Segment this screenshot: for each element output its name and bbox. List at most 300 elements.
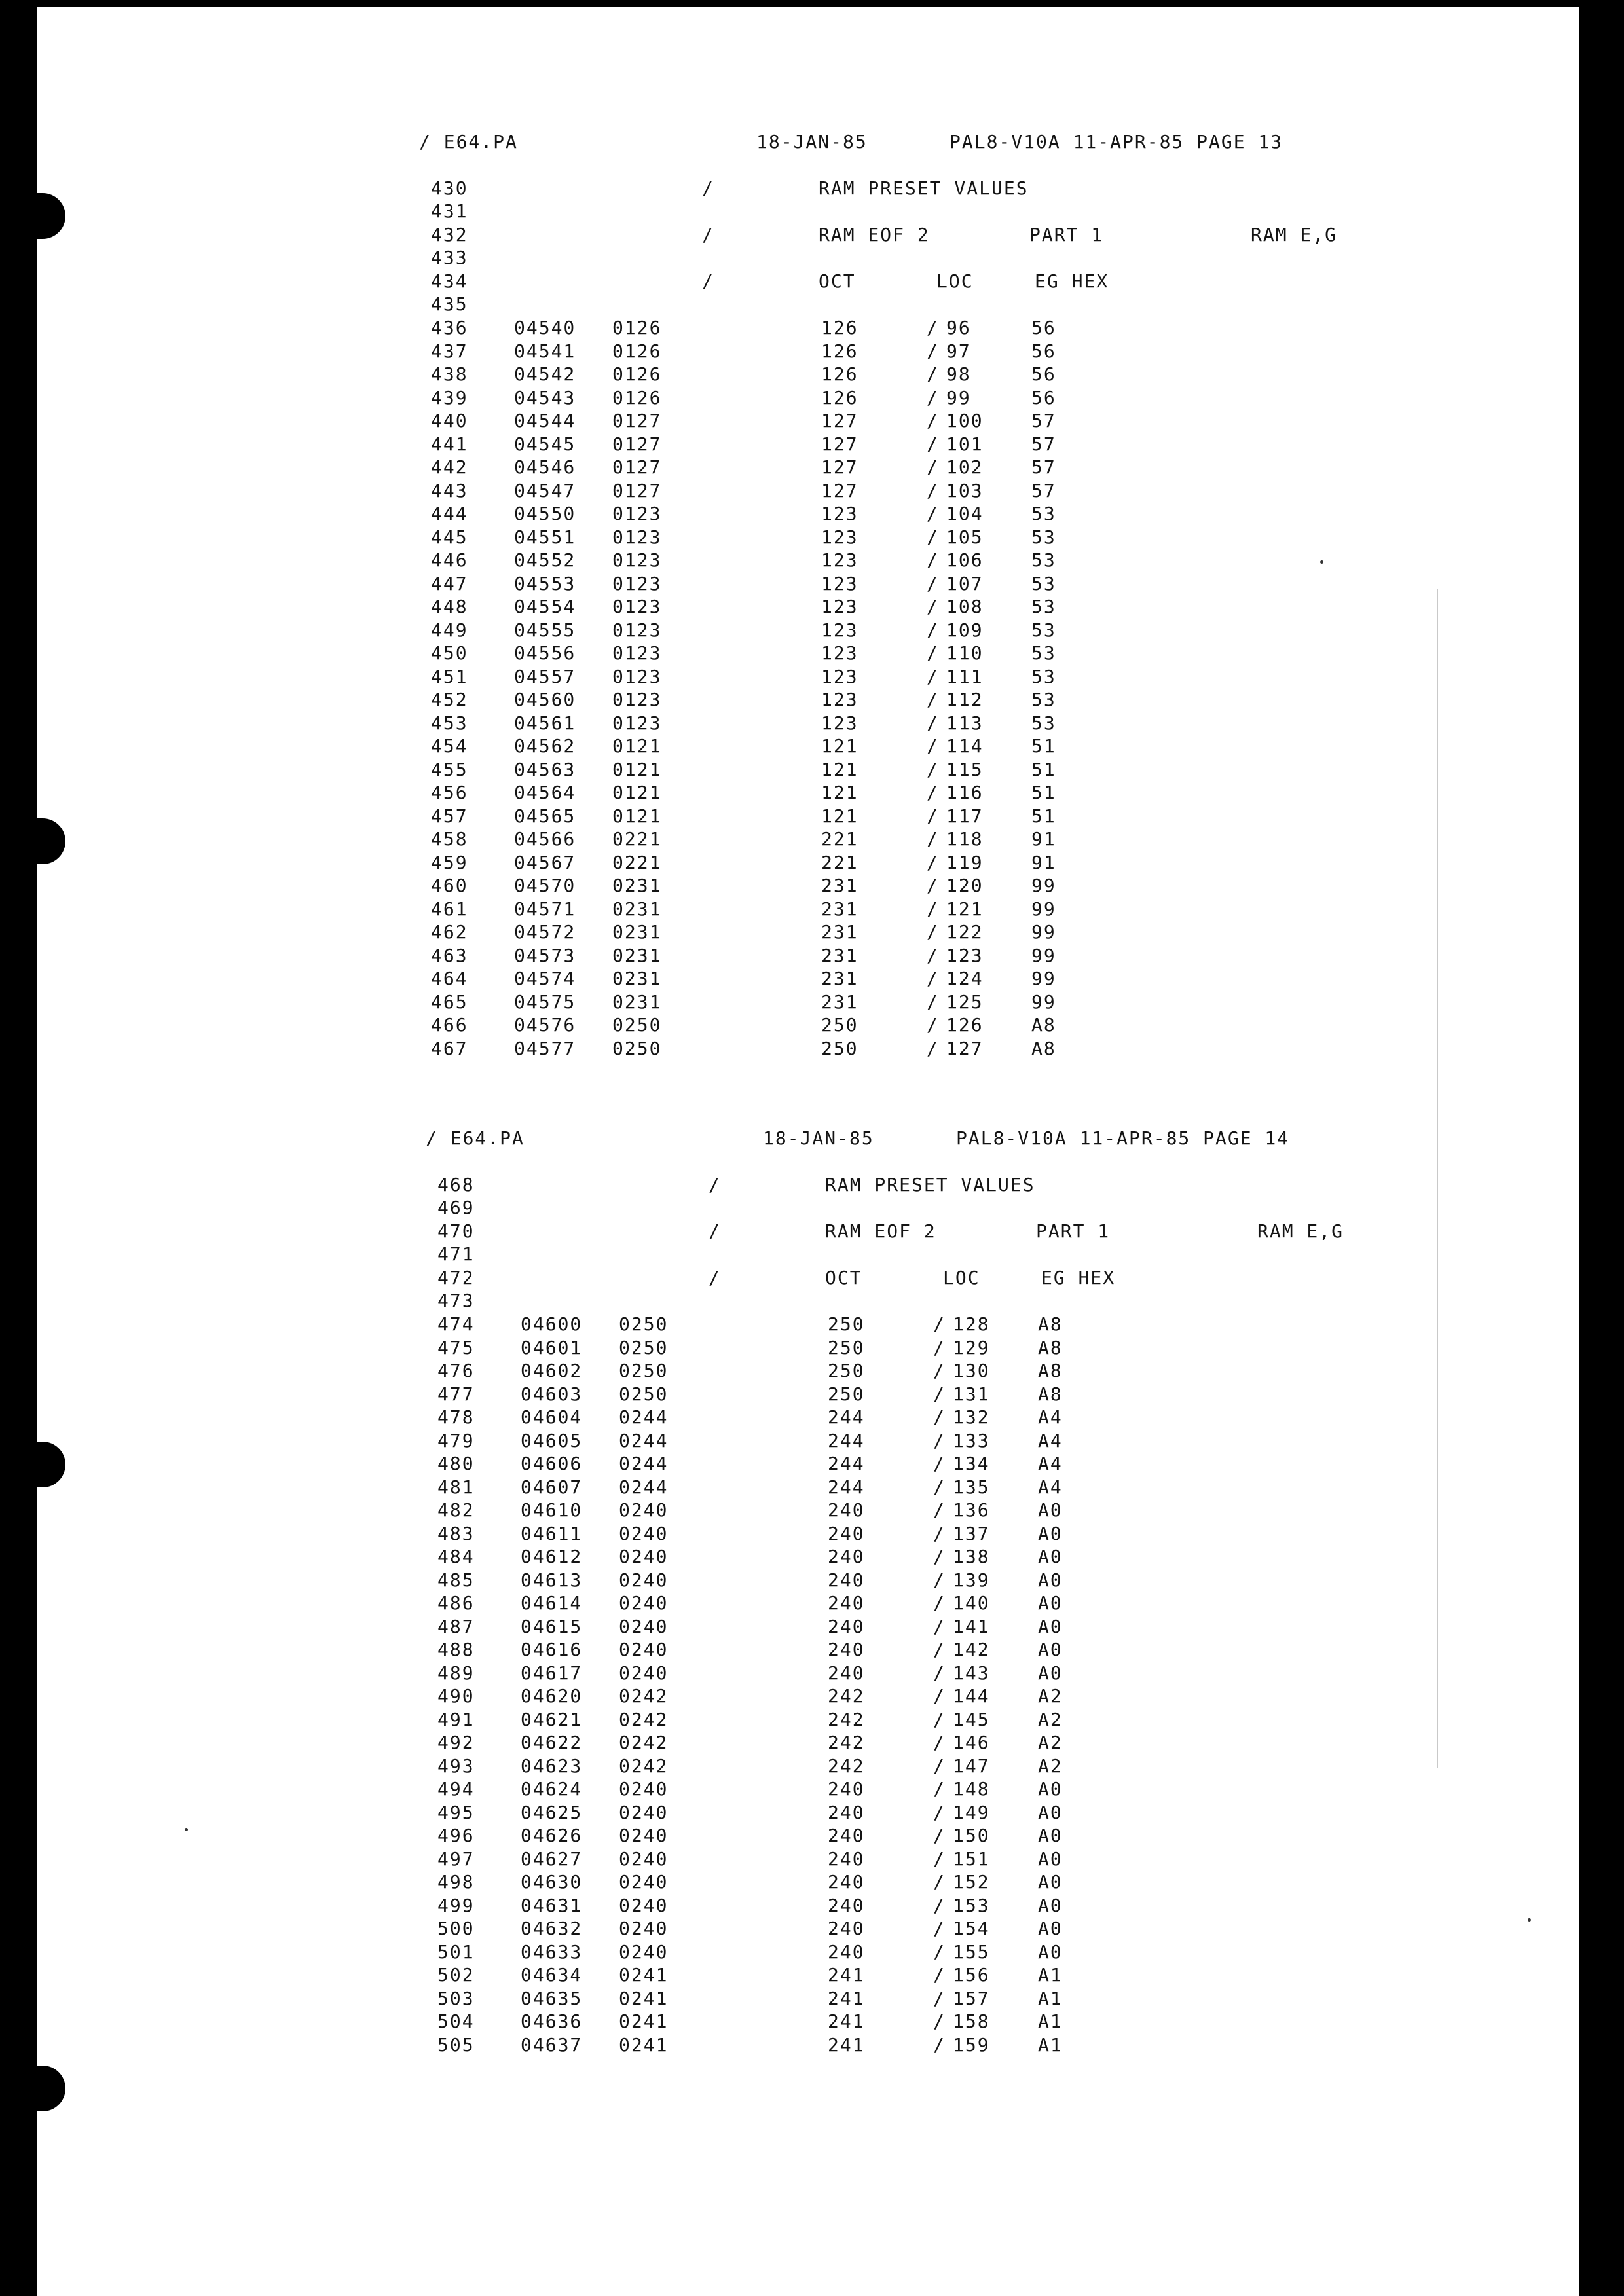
location-value: 103 — [946, 479, 984, 501]
hex-value: A0 — [1038, 1894, 1063, 1916]
octal-value: 242 — [828, 1755, 865, 1777]
octal-value: 250 — [821, 1014, 858, 1036]
address: 04624 — [521, 1778, 583, 1800]
comment-slash: / — [927, 549, 939, 571]
word-value: 0127 — [612, 410, 662, 431]
octal-value: 250 — [828, 1313, 865, 1335]
hex-value: A8 — [1038, 1383, 1063, 1405]
line-number: 499 — [437, 1894, 475, 1916]
hex-value: A0 — [1038, 1615, 1063, 1637]
hex-value: 99 — [1031, 921, 1056, 943]
comment-slash: / — [927, 642, 939, 664]
address: 04572 — [514, 921, 576, 943]
address: 04546 — [514, 456, 576, 478]
address: 04631 — [521, 1894, 583, 1916]
listing-date: 18-JAN-85 — [756, 131, 868, 153]
hex-value: 53 — [1031, 665, 1056, 687]
word-value: 0240 — [619, 1778, 669, 1800]
octal-value: 231 — [821, 875, 858, 896]
line-number: 442 — [431, 456, 468, 478]
line-number: 440 — [431, 410, 468, 431]
word-value: 0240 — [619, 1871, 669, 1893]
hex-value: 51 — [1031, 735, 1056, 757]
word-value: 0240 — [619, 1615, 669, 1637]
location-value: 112 — [946, 689, 984, 710]
comment-slash: / — [933, 1615, 946, 1637]
location-value: 117 — [946, 805, 984, 827]
line-number: 504 — [437, 2011, 475, 2032]
location-value: 139 — [953, 1569, 990, 1591]
comment-slash: / — [933, 1825, 946, 1846]
comment-slash: / — [927, 363, 939, 385]
octal-value: 240 — [828, 1894, 865, 1916]
word-value: 0240 — [619, 1639, 669, 1660]
address: 04633 — [521, 1941, 583, 1963]
location-value: 146 — [953, 1732, 990, 1753]
hex-value: A2 — [1038, 1685, 1063, 1707]
file-title: / E64.PA — [426, 1127, 525, 1149]
address: 04605 — [521, 1429, 583, 1451]
listing-line — [426, 1197, 1447, 1219]
listing-line — [426, 1569, 1447, 1592]
line-number: 494 — [437, 1778, 475, 1800]
comment-slash: / — [933, 1476, 946, 1498]
listing-line — [419, 317, 1441, 339]
listing-line — [426, 1337, 1447, 1359]
word-value: 0250 — [619, 1360, 669, 1381]
octal-value: 123 — [821, 689, 858, 710]
address: 04636 — [521, 2011, 583, 2032]
scan-frame-top — [0, 0, 1624, 7]
octal-value: 240 — [828, 1825, 865, 1846]
word-value: 0240 — [619, 1894, 669, 1916]
word-value: 0240 — [619, 1918, 669, 1939]
column-header-loc: LOC — [936, 270, 974, 292]
hex-value: 53 — [1031, 503, 1056, 524]
word-value: 0240 — [619, 1569, 669, 1591]
octal-value: 240 — [828, 1592, 865, 1614]
hex-value: 99 — [1031, 991, 1056, 1013]
octal-value: 127 — [821, 479, 858, 501]
comment-slash: / — [933, 1918, 946, 1939]
word-value: 0123 — [612, 596, 662, 617]
line-number: 485 — [437, 1569, 475, 1591]
location-value: 137 — [953, 1522, 990, 1544]
location-value: 126 — [946, 1014, 984, 1036]
address: 04551 — [514, 526, 576, 548]
word-value: 0244 — [619, 1453, 669, 1474]
location-value: 150 — [953, 1825, 990, 1846]
hex-value: 53 — [1031, 549, 1056, 571]
comment-slash: / — [927, 386, 939, 409]
location-value: 98 — [946, 363, 971, 385]
hex-value: 53 — [1031, 619, 1056, 641]
word-value: 0241 — [619, 1987, 669, 2009]
listing-line — [419, 573, 1441, 595]
comment-slash: / — [702, 270, 714, 292]
line-number: 447 — [431, 572, 468, 594]
comment-text: RAM EOF 2 — [819, 224, 930, 246]
scan-speck — [1528, 1918, 1531, 1922]
listing-line — [426, 1430, 1447, 1452]
listing-line — [419, 619, 1441, 642]
word-value: 0221 — [612, 828, 662, 850]
location-value: 132 — [953, 1406, 990, 1428]
hex-value: A8 — [1038, 1360, 1063, 1381]
octal-value: 250 — [828, 1360, 865, 1381]
address: 04603 — [521, 1383, 583, 1405]
line-number: 500 — [437, 1918, 475, 1939]
location-value: 149 — [953, 1801, 990, 1823]
line-number: 498 — [437, 1871, 475, 1893]
octal-value: 123 — [821, 712, 858, 734]
comment-slash: / — [933, 1732, 946, 1753]
line-number: 433 — [431, 247, 468, 268]
line-number: 479 — [437, 1429, 475, 1451]
address: 04543 — [514, 386, 576, 409]
address: 04634 — [521, 1964, 583, 1986]
address: 04541 — [514, 340, 576, 362]
octal-value: 121 — [821, 735, 858, 757]
address: 04542 — [514, 363, 576, 385]
hex-value: A0 — [1038, 1569, 1063, 1591]
word-value: 0126 — [612, 363, 662, 385]
hex-value: 53 — [1031, 526, 1056, 548]
octal-value: 240 — [828, 1778, 865, 1800]
line-number: 481 — [437, 1476, 475, 1498]
hex-value: 91 — [1031, 851, 1056, 873]
word-value: 0242 — [619, 1732, 669, 1753]
hex-value: A0 — [1038, 1662, 1063, 1684]
comment-slash: / — [709, 1174, 721, 1195]
listing-line — [426, 1383, 1447, 1406]
comment-slash: / — [702, 177, 714, 199]
listing-line — [419, 293, 1441, 316]
octal-value: 241 — [828, 2011, 865, 2032]
hex-value: A0 — [1038, 1941, 1063, 1963]
line-number: 449 — [431, 619, 468, 641]
address: 04540 — [514, 317, 576, 338]
comment-slash: / — [927, 1037, 939, 1059]
line-number: 464 — [431, 968, 468, 989]
octal-value: 240 — [828, 1918, 865, 1939]
line-number: 473 — [437, 1290, 475, 1311]
comment-slash: / — [933, 1778, 946, 1800]
listing-line — [426, 1406, 1447, 1429]
comment-slash: / — [933, 1894, 946, 1916]
listing-line — [419, 387, 1441, 409]
address: 04550 — [514, 503, 576, 524]
line-number: 482 — [437, 1499, 475, 1521]
line-number: 435 — [431, 293, 468, 315]
location-value: 108 — [946, 596, 984, 617]
line-number: 472 — [437, 1267, 475, 1288]
listing-line — [426, 1848, 1447, 1870]
hex-value: 91 — [1031, 828, 1056, 850]
octal-value: 221 — [821, 828, 858, 850]
hex-value: 56 — [1031, 317, 1056, 338]
comment-slash: / — [927, 317, 939, 338]
octal-value: 240 — [828, 1499, 865, 1521]
listing-line — [419, 828, 1441, 850]
octal-value: 244 — [828, 1476, 865, 1498]
comment-slash: / — [927, 340, 939, 362]
comment-slash: / — [933, 1313, 946, 1335]
octal-value: 241 — [828, 1964, 865, 1986]
octal-value: 121 — [821, 805, 858, 827]
hex-value: 53 — [1031, 596, 1056, 617]
line-number: 452 — [431, 689, 468, 710]
line-number: 468 — [437, 1174, 475, 1195]
address: 04606 — [521, 1453, 583, 1474]
comment-slash: / — [927, 572, 939, 594]
octal-value: 250 — [828, 1383, 865, 1405]
address: 04615 — [521, 1615, 583, 1637]
word-value: 0240 — [619, 1522, 669, 1544]
comment-ram: RAM E,G — [1257, 1220, 1344, 1242]
octal-value: 250 — [828, 1336, 865, 1358]
comment-slash: / — [927, 875, 939, 896]
location-value: 152 — [953, 1871, 990, 1893]
address: 04626 — [521, 1825, 583, 1846]
address: 04635 — [521, 1987, 583, 2009]
listing-line — [419, 689, 1441, 711]
listing-line — [426, 1476, 1447, 1499]
line-number: 469 — [437, 1197, 475, 1218]
address: 04561 — [514, 712, 576, 734]
location-value: 134 — [953, 1453, 990, 1474]
comment-slash: / — [933, 1406, 946, 1428]
file-title: / E64.PA — [419, 131, 518, 153]
location-value: 127 — [946, 1037, 984, 1059]
location-value: 135 — [953, 1476, 990, 1498]
word-value: 0240 — [619, 1546, 669, 1567]
line-number: 439 — [431, 386, 468, 409]
address: 04610 — [521, 1499, 583, 1521]
column-header-hex: EG HEX — [1041, 1267, 1116, 1288]
comment-slash: / — [933, 1546, 946, 1567]
hex-value: A4 — [1038, 1406, 1063, 1428]
listing-line — [419, 805, 1441, 828]
hex-value: 53 — [1031, 689, 1056, 710]
comment-slash: / — [927, 433, 939, 455]
line-number: 434 — [431, 270, 468, 292]
listing-line — [426, 1755, 1447, 1777]
line-number: 443 — [431, 479, 468, 501]
comment-slash: / — [933, 1453, 946, 1474]
word-value: 0231 — [612, 991, 662, 1013]
listing-line — [426, 1871, 1447, 1893]
address: 04614 — [521, 1592, 583, 1614]
location-value: 153 — [953, 1894, 990, 1916]
line-number: 458 — [431, 828, 468, 850]
hex-value: 56 — [1031, 340, 1056, 362]
location-value: 151 — [953, 1848, 990, 1870]
octal-value: 126 — [821, 386, 858, 409]
address: 04622 — [521, 1732, 583, 1753]
location-value: 107 — [946, 572, 984, 594]
word-value: 0250 — [612, 1014, 662, 1036]
listing-line — [419, 410, 1441, 432]
line-number: 476 — [437, 1360, 475, 1381]
hex-value: A8 — [1038, 1336, 1063, 1358]
line-number: 438 — [431, 363, 468, 385]
address: 04556 — [514, 642, 576, 664]
comment-part: PART 1 — [1029, 224, 1104, 246]
comment-text: RAM PRESET VALUES — [825, 1174, 1035, 1195]
line-number: 502 — [437, 1964, 475, 1986]
listing-line — [426, 1592, 1447, 1614]
listing-line — [426, 1360, 1447, 1382]
listing-line — [426, 1918, 1447, 1940]
octal-value: 244 — [828, 1453, 865, 1474]
hex-value: 99 — [1031, 875, 1056, 896]
hex-value: 51 — [1031, 805, 1056, 827]
comment-slash: / — [933, 1964, 946, 1986]
listing-line — [426, 1220, 1447, 1243]
location-value: 128 — [953, 1313, 990, 1335]
listing-line — [419, 875, 1441, 897]
comment-slash: / — [933, 1360, 946, 1381]
comment-slash: / — [933, 1336, 946, 1358]
line-number: 450 — [431, 642, 468, 664]
hex-value: A4 — [1038, 1476, 1063, 1498]
address: 04554 — [514, 596, 576, 617]
location-value: 114 — [946, 735, 984, 757]
line-number: 446 — [431, 549, 468, 571]
word-value: 0123 — [612, 689, 662, 710]
listing-line — [419, 200, 1441, 223]
word-value: 0242 — [619, 1755, 669, 1777]
listing-line — [426, 1941, 1447, 1963]
comment-slash: / — [933, 1708, 946, 1730]
line-number: 497 — [437, 1848, 475, 1870]
line-number: 483 — [437, 1522, 475, 1544]
hex-value: 99 — [1031, 944, 1056, 966]
address: 04562 — [514, 735, 576, 757]
word-value: 0244 — [619, 1476, 669, 1498]
hex-value: A8 — [1031, 1037, 1056, 1059]
line-number: 501 — [437, 1941, 475, 1963]
word-value: 0123 — [612, 572, 662, 594]
assembler-page-info: PAL8-V10A 11-APR-85 PAGE 14 — [956, 1127, 1290, 1149]
comment-slash: / — [927, 712, 939, 734]
location-value: 100 — [946, 410, 984, 431]
listing-line — [426, 1964, 1447, 1986]
listing-line — [426, 1662, 1447, 1685]
address: 04623 — [521, 1755, 583, 1777]
line-number: 480 — [437, 1453, 475, 1474]
comment-slash: / — [927, 944, 939, 966]
scan-speck — [185, 1828, 188, 1831]
listing-line — [419, 759, 1441, 781]
hex-value: A0 — [1038, 1639, 1063, 1660]
octal-value: 126 — [821, 340, 858, 362]
comment-slash: / — [927, 619, 939, 641]
address: 04563 — [514, 758, 576, 780]
word-value: 0231 — [612, 944, 662, 966]
comment-slash: / — [927, 851, 939, 873]
line-number: 445 — [431, 526, 468, 548]
listing-line — [419, 247, 1441, 269]
listing-line — [419, 363, 1441, 386]
listing-line — [426, 1895, 1447, 1917]
location-value: 143 — [953, 1662, 990, 1684]
line-number: 488 — [437, 1639, 475, 1660]
location-value: 110 — [946, 642, 984, 664]
comment-slash: / — [927, 665, 939, 687]
comment-slash: / — [933, 1569, 946, 1591]
octal-value: 240 — [828, 1941, 865, 1963]
scan-frame-right — [1579, 0, 1624, 2296]
octal-value: 231 — [821, 968, 858, 989]
address: 04565 — [514, 805, 576, 827]
line-number: 457 — [431, 805, 468, 827]
comment-slash: / — [927, 782, 939, 803]
hex-value: 56 — [1031, 363, 1056, 385]
location-value: 109 — [946, 619, 984, 641]
listing-line — [419, 503, 1441, 525]
hex-value: A0 — [1038, 1825, 1063, 1846]
word-value: 0231 — [612, 921, 662, 943]
listing-line — [426, 1174, 1447, 1196]
octal-value: 240 — [828, 1848, 865, 1870]
octal-value: 121 — [821, 758, 858, 780]
address: 04560 — [514, 689, 576, 710]
line-number: 454 — [431, 735, 468, 757]
location-value: 97 — [946, 340, 971, 362]
word-value: 0123 — [612, 712, 662, 734]
comment-slash: / — [927, 758, 939, 780]
hex-value: 51 — [1031, 782, 1056, 803]
word-value: 0127 — [612, 456, 662, 478]
word-value: 0244 — [619, 1406, 669, 1428]
line-number: 496 — [437, 1825, 475, 1846]
listing-line — [426, 1988, 1447, 2010]
listing-line — [419, 526, 1441, 549]
location-value: 145 — [953, 1708, 990, 1730]
hex-value: A1 — [1038, 2011, 1063, 2032]
listing-line — [419, 642, 1441, 665]
listing-line — [419, 945, 1441, 967]
address: 04567 — [514, 851, 576, 873]
octal-value: 123 — [821, 665, 858, 687]
location-value: 148 — [953, 1778, 990, 1800]
location-value: 156 — [953, 1964, 990, 1986]
line-number: 460 — [431, 875, 468, 896]
octal-value: 231 — [821, 944, 858, 966]
word-value: 0123 — [612, 642, 662, 664]
comment-slash: / — [933, 1941, 946, 1963]
line-number: 431 — [431, 200, 468, 222]
hex-value: 51 — [1031, 758, 1056, 780]
word-value: 0240 — [619, 1801, 669, 1823]
word-value: 0250 — [619, 1336, 669, 1358]
hex-value: 53 — [1031, 712, 1056, 734]
comment-slash: / — [927, 689, 939, 710]
octal-value: 123 — [821, 619, 858, 641]
comment-slash: / — [933, 1801, 946, 1823]
listing-line — [426, 1523, 1447, 1545]
location-value: 116 — [946, 782, 984, 803]
comment-slash: / — [927, 921, 939, 943]
hex-value: A0 — [1038, 1801, 1063, 1823]
location-value: 111 — [946, 665, 984, 687]
listing-line — [419, 1038, 1441, 1060]
octal-value: 123 — [821, 642, 858, 664]
location-value: 155 — [953, 1941, 990, 1963]
line-number: 490 — [437, 1685, 475, 1707]
